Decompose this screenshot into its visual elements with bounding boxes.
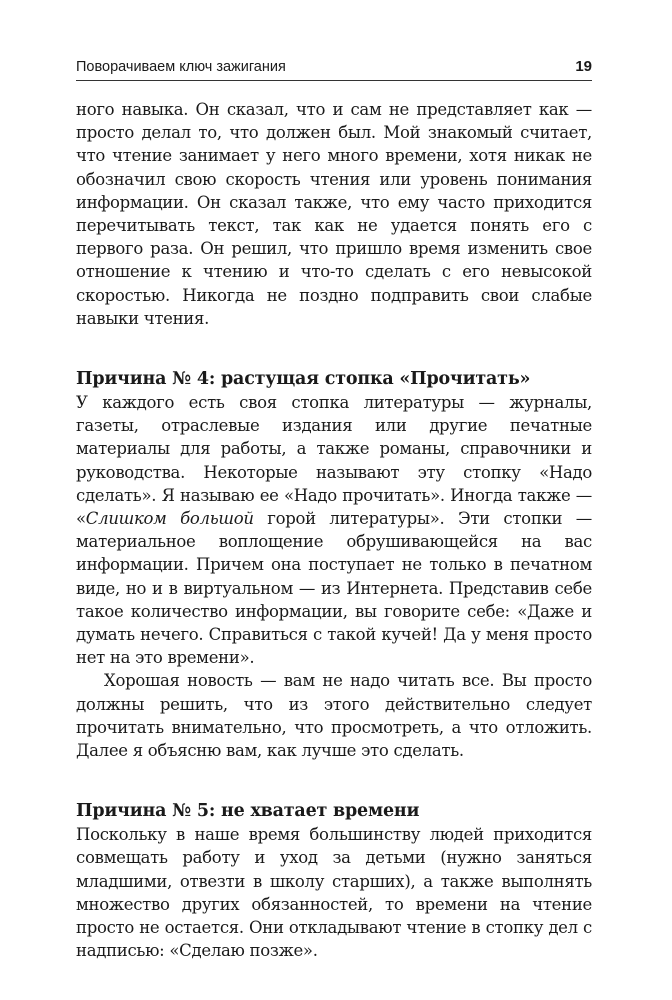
section-4-paragraph-2: Хорошая новость — вам не надо читать все. Вы просто должны решить, что из этого действительно следует прочитать внимательно, что просмотреть, а что отложить. Далее я объясню вам, как лучше это сделать. — [76, 671, 592, 761]
header-rule — [76, 80, 592, 81]
running-header — [76, 58, 592, 75]
section-4-paragraph-1-part-a: У каждого есть своя стопка литературы — журналы, газеты, отраслевые издания или другие печатные материалы для работы, а также романы, справочники и руководства. Некоторые называют эту стопку «Надо сделать». Я называю ее «Надо прочитать». Иногда также — « — [76, 393, 592, 529]
page-number: 19 — [575, 58, 592, 75]
section-5-paragraph-1: Поскольку в наше время большинству людей приходится совмещать работу и уход за детьми (нужно заняться младшими, отвезти в школу старших), а также выполнять множество других обязанностей, то времени на чтение просто не остается. Они откладывают чтение в стопку дел с надписью: «Сделаю позже». — [76, 825, 592, 961]
running-header-title: Поворачиваем ключ зажигания — [76, 59, 286, 75]
section-4-paragraph-1-part-b: горой литературы». Эти стопки — материальное воплощение обрушивающейся на вас информации. Причем она поступает не только в печатном виде, но и в виртуальном — из Интернета. Представив себе такое количество информации, вы говорите себе: «Даже и думать нечего. Справиться с такой кучей! Да у меня просто нет на это времени». — [76, 509, 592, 668]
section-5-heading: Причина № 5: не хватает времени — [76, 801, 420, 822]
section-4-paragraph-1 — [76, 391, 592, 669]
page-body — [76, 98, 592, 963]
intro-paragraph: ного навыка. Он сказал, что и сам не представляет как — просто делал то, что должен был. Мой знакомый считает, что чтение занимает у него много времени, хотя никак не обозначил свою скорость чтения или уровень понимания информации. Он сказал также, что ему часто приходится перечитывать текст, так как не удается понять его с первого раза. Он решил, что пришло время изменить свое отношение к чтению и что-то сделать с его невысокой скоростью. Никогда не поздно подправить свои слабые навыки чтения. — [76, 100, 592, 328]
section-4-italic-phrase: Слишком большой — [85, 509, 254, 529]
section-4-heading: Причина № 4: растущая стопка «Прочитать» — [76, 369, 531, 390]
